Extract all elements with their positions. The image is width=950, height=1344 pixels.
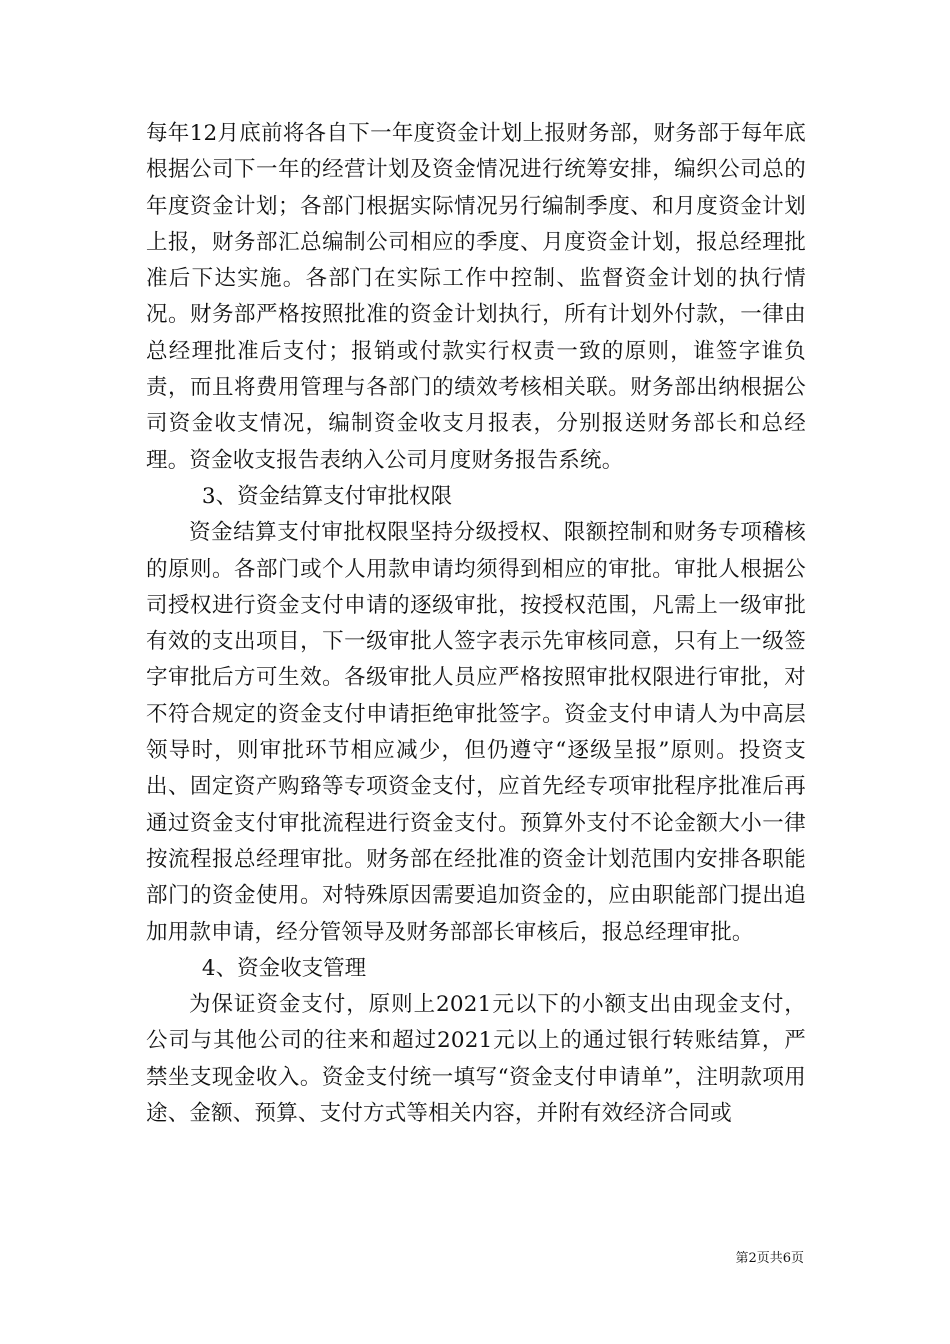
paragraph-fund-management: 为保证资金支付，原则上2021元以下的小额支出由现金支付，公司与其他公司的往来和超过2021元以上的通过银行转账结算，严禁坐支现金收入。资金支付统一填写“资金支付申请单”，注明款项用途、金额、预算、支付方式等相关内容，并附有效经济合同或 bbox=[146, 992, 806, 1127]
paragraph-fund-plan: 每年12月底前将各自下一年度资金计划上报财务部，财务部于每年底根据公司下一年的经营计划及资金情况进行统筹安排，编织公司总的年度资金计划；各部门根据实际情况另行编制季度、和月度资金计划上报，财务部汇总编制公司相应的季度、月度资金计划，报总经理批准后下达实施。各部门在实际工作中控制、监督资金计划的执行情况。财务部严格按照批准的资金计划执行，所有计划外付款，一律由总经理批准后支付；报销或付款实行权责一致的原则，谁签字谁负责，而且将费用管理与各部门的绩效考核相关联。财务部出纳根据公司资金收支情况，编制资金收支月报表，分别报送财务部长和总经理。资金收支报告表纳入公司月度财务报告系统。 bbox=[146, 121, 806, 473]
document-page bbox=[146, 116, 806, 1132]
section-heading-3: 3、资金结算支付审批权限 bbox=[201, 483, 453, 509]
paragraph-approval-authority: 资金结算支付审批权限坚持分级授权、限额控制和财务专项稽核的原则。各部门或个人用款申请均须得到相应的审批。审批人根据公司授权进行资金支付申请的逐级审批，按授权范围，凡需上一级审批有效的支出项目，下一级审批人签字表示先审核同意，只有上一级签字审批后方可生效。各级审批人员应严格按照审批权限进行审批，对不符合规定的资金支付申请拒绝审批签字。资金支付申请人为中高层领导时，则审批环节相应减少，但仍遵守“逐级呈报”原则。投资支出、固定资产购臵等专项资金支付，应首先经专项审批程序批准后再通过资金支付审批流程进行资金支付。预算外支付不论金额大小一律按流程报总经理审批。财务部在经批准的资金计划范围内安排各职能部门的资金使用。对特殊原因需要追加资金的，应由职能部门提出追加用款申请，经分管领导及财务部部长审核后，报总经理审批。 bbox=[146, 520, 806, 945]
section-heading-4: 4、资金收支管理 bbox=[201, 955, 367, 981]
page-number-footer: 第2页共6页 bbox=[735, 1251, 804, 1266]
